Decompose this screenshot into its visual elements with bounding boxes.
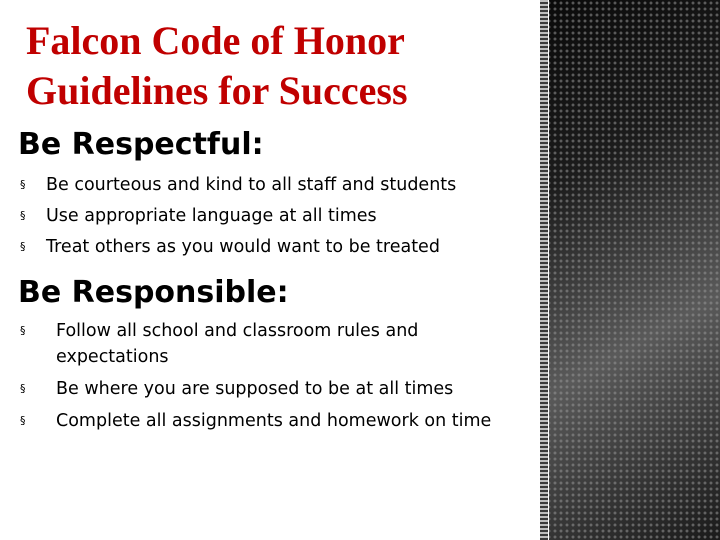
slide-title [26,16,526,116]
title-line-2: Guidelines for Success [26,68,408,113]
list-item-text: Treat others as you would want to be treated [46,237,440,257]
list-item [20,203,520,234]
panel-edge-stripe [540,0,549,540]
list-item-text: Use appropriate language at all times [46,206,377,226]
list-item [20,408,500,434]
heading-be-responsible: Be Responsible: [18,275,289,310]
square-bullet-icon: § [20,382,26,395]
list-item-text: Be where you are supposed to be at all times [56,379,454,399]
square-bullet-icon: § [20,178,26,191]
respectful-list [20,172,520,265]
list-item [20,318,500,370]
square-bullet-icon: § [20,414,26,427]
responsible-list [20,318,500,440]
square-bullet-icon: § [20,209,26,222]
heading-be-respectful: Be Respectful: [18,127,264,162]
decorative-side-panel [540,0,720,540]
list-item-text: Complete all assignments and homework on time [56,411,492,431]
list-item [20,234,520,265]
list-item [20,172,520,203]
title-line-1: Falcon Code of Honor [26,18,405,63]
list-item-text: Be courteous and kind to all staff and students [46,175,457,195]
list-item [20,376,500,402]
square-bullet-icon: § [20,324,26,337]
square-bullet-icon: § [20,240,26,253]
list-item-text: Follow all school and classroom rules and expectations [56,321,419,367]
